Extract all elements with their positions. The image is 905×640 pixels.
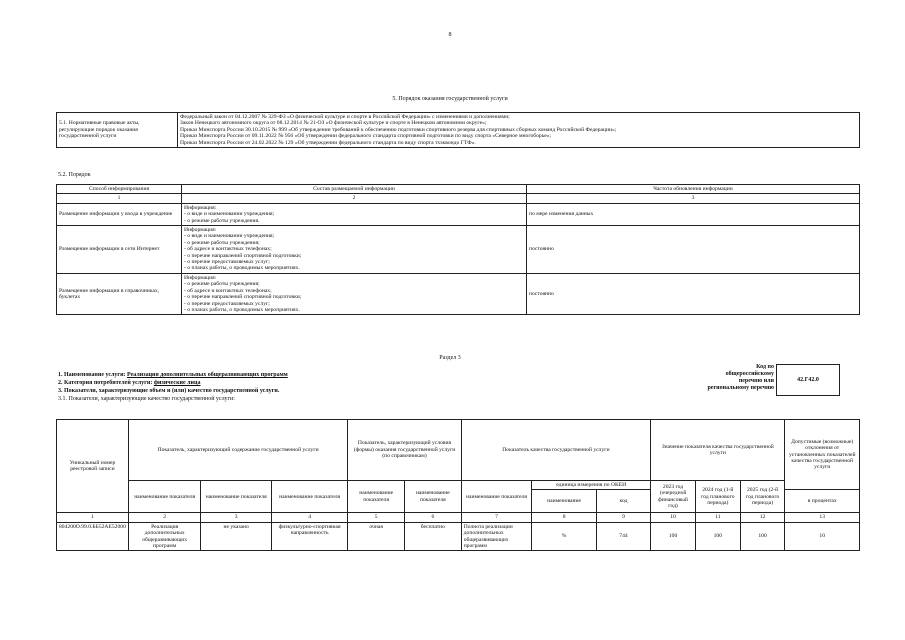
code-box: 42.Г42.0 [776, 364, 840, 396]
info-header-method: Способ информирования [57, 185, 182, 194]
info-content-line: - о перечне предоставляемых услуг; [184, 300, 270, 307]
q-year-1: 2023 год (очередной финансовый год) [651, 481, 696, 513]
info-content-line: - о виде и наименовании учреждения; [184, 211, 275, 218]
page-number: 8 [448, 32, 452, 38]
info-content-line: - о режиме работы учреждения. [184, 217, 260, 224]
q-header-value: Значение показателя качества государственной услуги [651, 420, 785, 481]
code-label-line: Код по [756, 364, 774, 370]
info-content-line: - об адресе и контактных телефонах; [184, 246, 272, 253]
q-cell-value: 100 [651, 522, 696, 551]
info-row [57, 226, 860, 274]
info-content-line: - о виде и наименовании учреждения; [184, 233, 275, 240]
info-row [57, 273, 860, 314]
q-sub-name: наименование [532, 490, 597, 513]
q-header-deviation: Допустимые (возможные) отклонения от установленных показателей качества государственной услуги [785, 420, 860, 490]
info-header-content: Состав размещаемой информации [182, 185, 527, 194]
info-content-line: - о перечне направлений спортивной подготовки; [184, 294, 302, 301]
q-cell-value: 100 [695, 522, 740, 551]
legal-act: Федеральный закон от 04.12.2007 № 329-ФЗ «О физической культуре и спорте в Российской Федерации» с изменениями и дополнениями; [180, 114, 510, 120]
q-sub-name-indicator: наименование показателя [128, 481, 201, 513]
service-category-prefix: 2. Категория потребителей услуги: [58, 380, 153, 386]
info-content-line: - о режиме работы учреждения; [184, 281, 260, 288]
info-frequency: постоянно [527, 273, 860, 314]
q-cell-indicator: Полнота реализации дополнительных общеразвивающих программ [461, 522, 532, 551]
info-frequency: постоянно [527, 226, 860, 274]
q-cell-content: не указано [201, 522, 271, 551]
code-label-line: общероссийскому [725, 371, 774, 377]
q-year-3: 2025 год (2-й год планового периода) [740, 481, 785, 513]
section3-title: Раздел 3 [439, 355, 461, 361]
q-cell-condition: бесплатно [405, 522, 462, 551]
q-cell-deviation: 10 [785, 522, 860, 551]
service-category-value: физические лица [153, 380, 201, 386]
q-sub-name-indicator: наименование показателя [271, 481, 347, 513]
q-col-number: 5 [348, 513, 405, 522]
q-header-conditions: Показатель, характеризующий условия (формы) оказания государственной услуги (по справочникам) [348, 420, 461, 481]
info-content-line: - об адресе и контактных телефонах; [184, 287, 272, 294]
code-label-line: региональному перечню [707, 385, 774, 391]
legal-act: Закон Ненецкого автономного округа от 08.12.2014 № 21-ОЗ «О физической культуре и спорте в Ненецком автономном округе»; [180, 120, 487, 127]
info-header-frequency: Частота обновления информации [527, 185, 860, 194]
service-name-line [58, 372, 288, 379]
q-sub-name-indicator: наименование показателя [348, 481, 405, 513]
info-row [57, 203, 860, 225]
q-data-row [57, 522, 860, 551]
q-header-okei: единица измерения по ОКЕИ [532, 481, 651, 490]
q-sub-percent: в процентах [785, 490, 860, 513]
quality-table [56, 419, 860, 551]
q-cell-condition: очная [348, 522, 405, 551]
q-col-number: 7 [461, 513, 532, 522]
q-header-quality: Показатель качества государственной услуги [461, 420, 650, 481]
q-col-number: 3 [201, 513, 271, 522]
info-content-line: Информация: [184, 227, 217, 234]
code-label [690, 364, 774, 392]
service-name-value: Реализация дополнительных общеразвивающих программ [127, 372, 288, 378]
q-cell-unit: % [532, 522, 597, 551]
info-content-line: - о планах работы, о проводимых мероприятиях. [184, 265, 300, 272]
q-header-content: Показатель, характеризующий содержание государственной услуги [128, 420, 347, 481]
service-line31: 3.1. Показатели, характеризующие качество государственной услуги: [58, 396, 235, 402]
info-method: Размещение информации в справочниках, буклетах [57, 273, 182, 314]
q-col-number: 4 [271, 513, 347, 522]
q-col-number: 12 [740, 513, 785, 522]
info-table [56, 184, 860, 315]
section5-title: 5. Порядок оказания государственной услуги [392, 96, 508, 102]
q-sub-name-indicator: наименование показателя [201, 481, 271, 513]
info-method: Размещение информации у входа в учреждение [57, 203, 182, 225]
info-frequency: по мере изменения данных [527, 203, 860, 225]
service-category-line [58, 380, 200, 387]
q-col-number: 8 [532, 513, 597, 522]
q-year-2: 2024 год (1-й год планового периода) [695, 481, 740, 513]
info-content-line: - о планах работы, о проводимых мероприятиях. [184, 306, 300, 313]
info-content-line: Информация: [184, 204, 217, 211]
q-sub-code: код [596, 490, 650, 513]
q-col-number: 10 [651, 513, 696, 522]
q-col-number: 6 [405, 513, 462, 522]
legal-act: Приказ Минспорта России 30.10.2015 № 999 «Об утверждении требований к обеспечению подготовки спортивного резерва для спортивных сборных команд Российской Федерации»; [180, 126, 617, 133]
legal-act: Приказ Минспорта России от 09.11.2022 № 956 «Об утверждении федерального стандарта спортивной подготовки по виду спорта «Северное многоборье»; [180, 133, 552, 140]
q-col-number: 11 [695, 513, 740, 522]
q-cell-value: 100 [740, 522, 785, 551]
info-content-line: Информация: [184, 274, 217, 281]
q-cell-unit-code: 744 [596, 522, 650, 551]
q-col-number: 1 [57, 513, 129, 522]
q-col-number: 9 [596, 513, 650, 522]
info-col-number: 1 [57, 194, 182, 203]
info-content-line: - о перечне предоставляемых услуг; [184, 259, 270, 266]
info-col-number: 3 [527, 194, 860, 203]
service-name-prefix: 1. Наименование услуги: [58, 372, 126, 378]
legal-acts-table [56, 112, 860, 148]
q-cell-content: физкультурно-спортивная направленность [271, 522, 347, 551]
service-line3: 3. Показатели, характеризующие объем и (или) качество государственной услуги. [58, 388, 280, 394]
q-cell-content: Реализация дополнительных общеразвивающих программ [128, 522, 201, 551]
q-sub-name-indicator: наименование показателя [461, 481, 532, 513]
legal-act: Приказ Минспорта России от 24.02.2022 № 129 «Об утверждении федерального стандарта по виду спорта тхэквондо ГТФ». [180, 139, 476, 146]
q-cell-code: 804200О.99.0.ББ52АЕ52000 [57, 522, 129, 551]
q-sub-name-indicator: наименование показателя [405, 481, 462, 513]
code-label-line: перечню или [738, 378, 774, 384]
legal-acts-label: 5.1. Нормативные правовые акты, регулирующие порядок оказания государственной услуги [57, 113, 178, 148]
info-method: Размещение информации в сети Интернет [57, 226, 182, 274]
q-header-unique: Уникальный номер реестровой записи [57, 420, 129, 513]
info-content-line: - о перечне направлений спортивной подготовки; [184, 252, 302, 259]
info-col-number: 2 [182, 194, 527, 203]
q-col-number: 13 [785, 513, 860, 522]
q-col-number: 2 [128, 513, 201, 522]
info-content-line: - о режиме работы учреждения; [184, 239, 260, 246]
order-title: 5.2. Порядок [58, 172, 91, 178]
